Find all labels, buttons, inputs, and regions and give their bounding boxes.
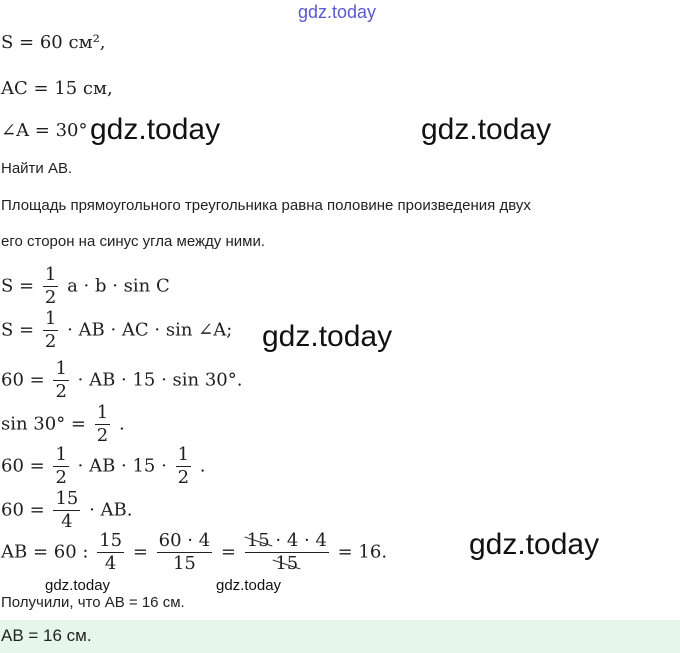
- conclusion: Получили, что AB = 16 см.: [1, 594, 185, 611]
- watermark: gdz.today: [262, 320, 393, 353]
- denominator: 15: [172, 553, 196, 574]
- denominator: 2: [44, 287, 57, 308]
- answer-highlight: [0, 620, 680, 653]
- numerator: 1: [44, 308, 57, 329]
- formula-solve-ab: [1, 532, 387, 573]
- cancelled-factor: 15: [246, 530, 270, 551]
- formula-simplified: [1, 490, 133, 531]
- formula-lhs: 60 =: [1, 369, 45, 391]
- fraction: [53, 490, 80, 531]
- watermark: gdz.today: [90, 113, 221, 146]
- fraction-cancelled: [245, 532, 329, 573]
- formula-rhs: · AB.: [89, 499, 133, 521]
- fraction: [95, 404, 110, 445]
- fraction: [43, 266, 58, 307]
- denominator: 2: [96, 425, 109, 446]
- denominator: 2: [44, 331, 57, 352]
- formula-rhs: · AB · 15 · sin 30°.: [77, 369, 243, 391]
- formula-rhs: .: [199, 455, 206, 477]
- formula-rhs: · AB · AC · sin ∠A;: [67, 319, 233, 341]
- formula-lhs: sin 30° =: [1, 413, 87, 435]
- formula-sine-value: [1, 404, 125, 445]
- numerator: [245, 532, 329, 553]
- given-side: AC = 15 см,: [1, 78, 113, 99]
- denominator: 2: [55, 381, 67, 402]
- fraction: [53, 360, 68, 401]
- fraction: [176, 446, 191, 487]
- watermark-small: gdz.today: [216, 577, 282, 594]
- fraction: [53, 446, 68, 487]
- given-angle: ∠A = 30°: [1, 120, 88, 141]
- formula-lhs: S =: [1, 319, 35, 341]
- formula-rhs: .: [118, 413, 125, 435]
- formula-area-general: [1, 266, 170, 307]
- formula-lhs: 60 =: [1, 455, 45, 477]
- formula-lhs: 60 =: [1, 499, 45, 521]
- numerator: 1: [55, 358, 67, 379]
- denominator: [245, 553, 329, 573]
- watermark: gdz.today: [421, 113, 552, 146]
- formula-middle: · AB · 15 ·: [77, 455, 167, 477]
- formula-lhs: S =: [1, 275, 35, 297]
- find-statement: Найти AB.: [1, 160, 73, 177]
- formula-area-specific: [1, 310, 232, 351]
- numerator-rest: · 4 · 4: [269, 530, 327, 551]
- given-area: S = 60 см²,: [1, 32, 106, 53]
- denominator: 4: [104, 553, 117, 574]
- equals-sign: =: [220, 541, 237, 563]
- numerator: 1: [44, 264, 57, 285]
- denominator: 2: [177, 467, 190, 488]
- fraction: [97, 532, 124, 573]
- formula-lhs: AB = 60 :: [1, 541, 89, 563]
- fraction: [43, 310, 58, 351]
- watermark: gdz.today: [469, 528, 600, 561]
- numerator: 15: [55, 488, 79, 509]
- watermark-top: gdz.today: [298, 2, 377, 22]
- numerator: 1: [55, 444, 67, 465]
- cancelled-factor: 15: [275, 553, 299, 574]
- numerator: 1: [96, 402, 109, 423]
- denominator: 4: [61, 511, 73, 532]
- denominator: 2: [55, 467, 67, 488]
- formula-result: = 16.: [337, 541, 388, 563]
- numerator: 60 · 4: [158, 530, 211, 551]
- explanation-line-2: его сторон на синус угла между ними.: [1, 233, 265, 250]
- fraction: [157, 532, 213, 573]
- numerator: 1: [177, 444, 190, 465]
- final-answer: AB = 16 см.: [1, 626, 92, 645]
- explanation-line-1: Площадь прямоугольного треугольника равна половине произведения двух: [1, 197, 531, 214]
- numerator: 15: [99, 530, 123, 551]
- equals-sign: =: [132, 541, 148, 563]
- formula-rhs: a · b · sin C: [67, 275, 170, 297]
- formula-substitution: [1, 360, 242, 401]
- formula-substituted-sine: [1, 446, 205, 487]
- watermark-small: gdz.today: [45, 577, 111, 594]
